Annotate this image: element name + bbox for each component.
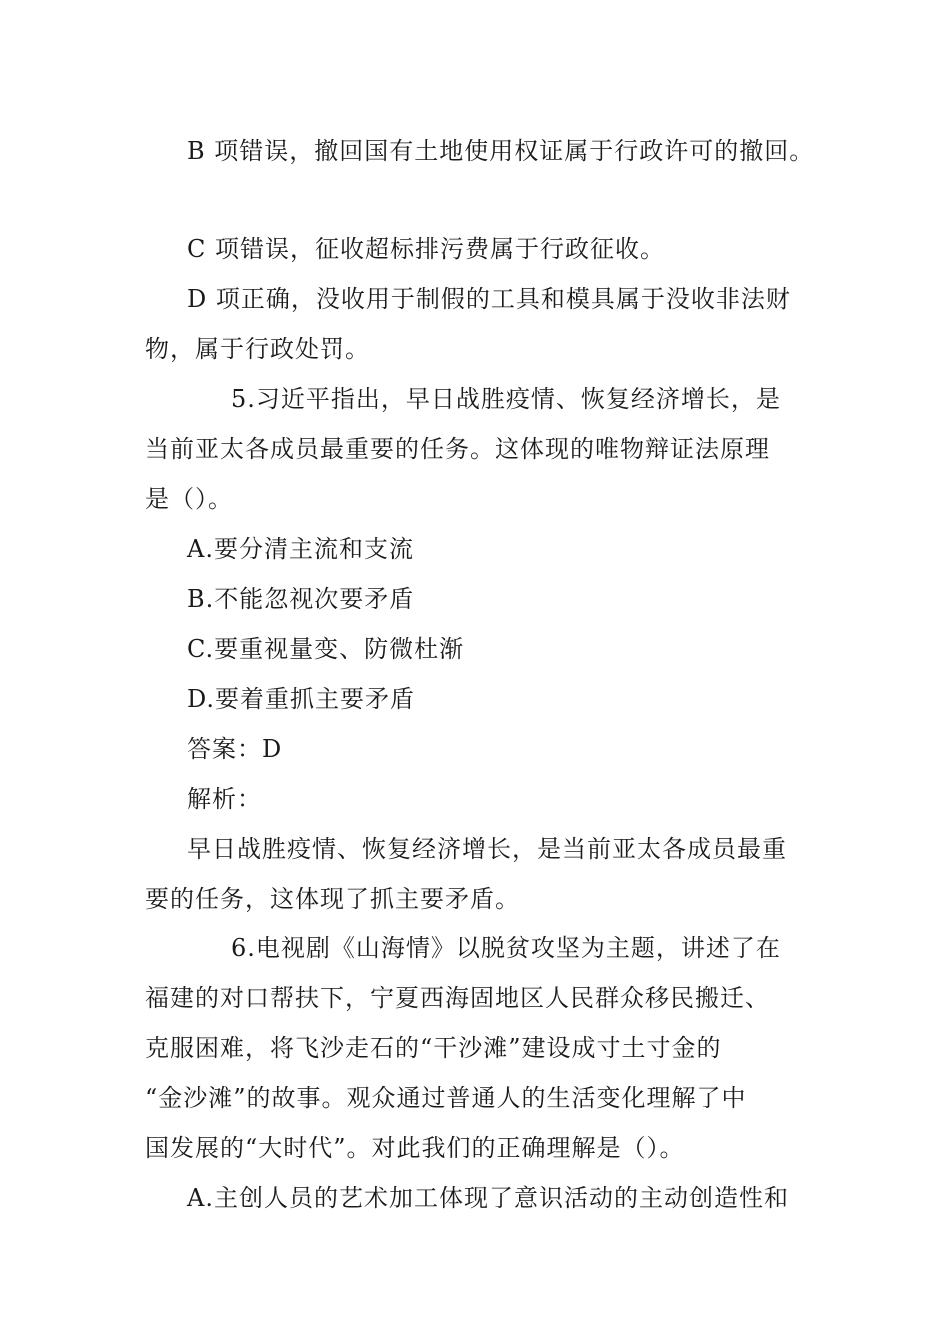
- question-5-stem: 5.习近平指出，早日战胜疫情、恢复经济增长，是: [231, 385, 781, 413]
- answer: 答案：D: [187, 735, 283, 763]
- text-line: 物，属于行政处罚。: [145, 335, 370, 363]
- analysis-label: 解析：: [187, 785, 262, 813]
- text-line: 是（）。: [145, 485, 233, 513]
- option-b: B.不能忽视次要矛盾: [187, 585, 415, 613]
- option-c: C.要重视量变、防微杜渐: [187, 635, 465, 663]
- text-line: B 项错误，撤回国有土地使用权证属于行政许可的撤回。: [187, 137, 815, 165]
- analysis-text: 要的任务，这体现了抓主要矛盾。: [145, 885, 520, 913]
- text-line: 国发展的“大时代”。对此我们的正确理解是（）。: [145, 1134, 685, 1162]
- text-line: C 项错误，征收超标排污费属于行政征收。: [187, 235, 665, 263]
- option-a: A.主创人员的艺术加工体现了意识活动的主动创造性和: [187, 1184, 789, 1212]
- text-line: D 项正确，没收用于制假的工具和模具属于没收非法财: [187, 285, 791, 313]
- question-6-stem: 6.电视剧《山海情》以脱贫攻坚为主题，讲述了在: [231, 934, 781, 962]
- analysis-text: 早日战胜疫情、恢复经济增长，是当前亚太各成员最重: [187, 835, 787, 863]
- text-line: 福建的对口帮扶下，宁夏西海固地区人民群众移民搬迁、: [145, 984, 770, 1012]
- option-d: D.要着重抓主要矛盾: [187, 685, 416, 713]
- text-line: “金沙滩”的故事。观众通过普通人的生活变化理解了中: [145, 1084, 747, 1112]
- option-a: A.要分清主流和支流: [187, 535, 414, 563]
- text-line: 克服困难，将飞沙走石的“干沙滩”建设成寸土寸金的: [145, 1034, 722, 1062]
- text-line: 当前亚太各成员最重要的任务。这体现的唯物辩证法原理: [145, 435, 770, 463]
